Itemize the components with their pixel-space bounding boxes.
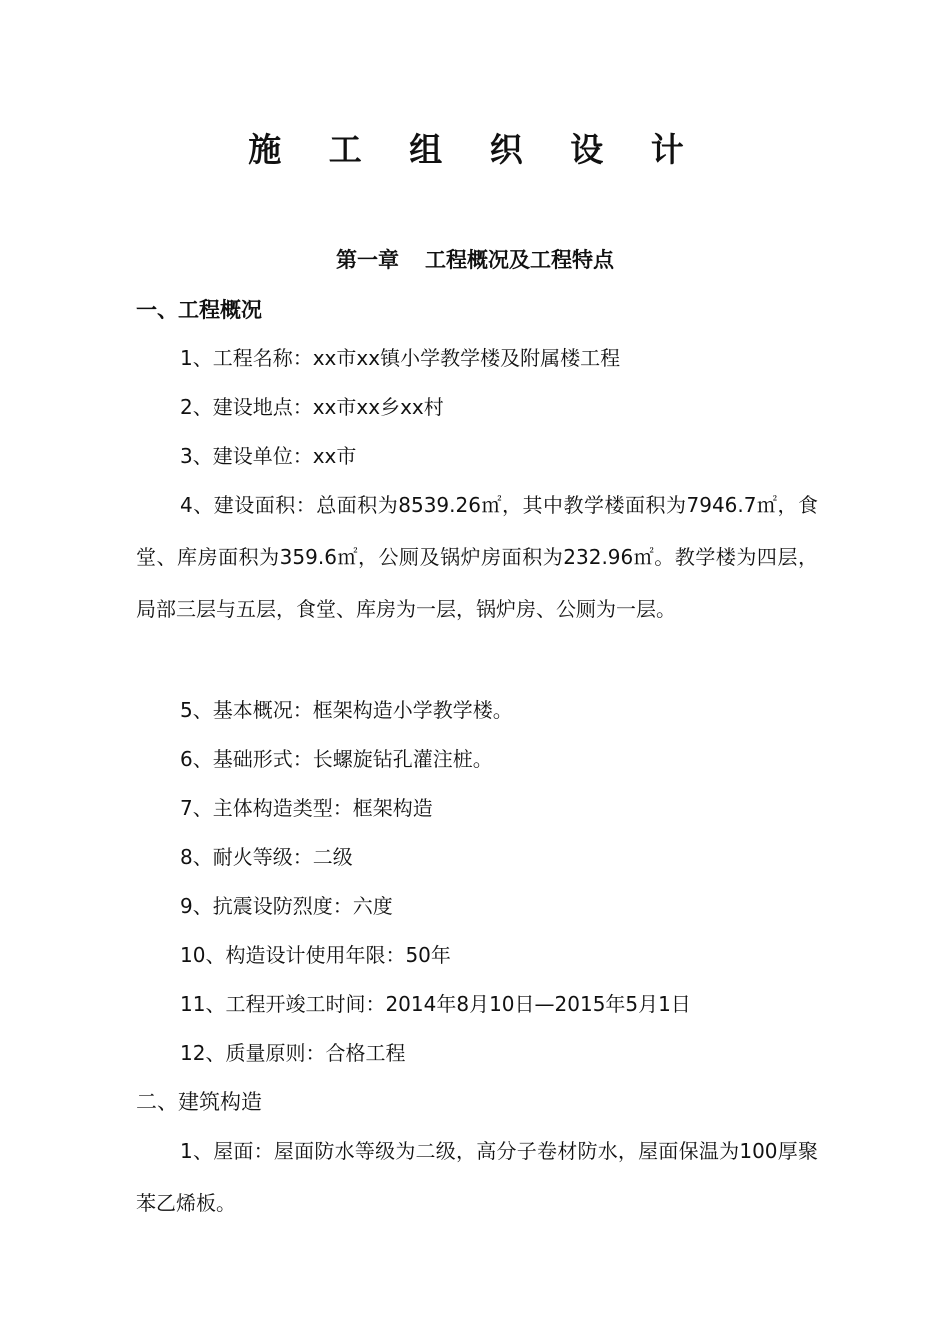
chapter-number: 第一章 [336, 248, 399, 272]
overview-item-4-paragraph [136, 479, 818, 635]
overview-item-8: 8、耐火等级：二级 [180, 845, 353, 869]
document-title: 施 工 组 织 设 计 [248, 130, 702, 169]
overview-item-11: 11、工程开竣工时间：2014年8月10日—2015年5月1日 [180, 992, 691, 1016]
overview-item-5: 5、基本概况：框架构造小学教学楼。 [180, 698, 513, 722]
overview-item-1: 1、工程名称：xx市xx镇小学教学楼及附属楼工程 [180, 346, 621, 370]
chapter-title: 工程概况及工程特点 [425, 248, 614, 272]
section-heading-architecture: 二、建筑构造 [136, 1090, 262, 1114]
section-heading-overview: 一、工程概况 [136, 298, 262, 322]
architecture-item-1: 1、屋面：屋面防水等级为二级，高分子卷材防水，屋面保温为100厚聚苯乙烯板。 [136, 1139, 818, 1215]
overview-item-7: 7、主体构造类型：框架构造 [180, 796, 433, 820]
chapter-heading [0, 243, 950, 277]
overview-item-2: 2、建设地点：xx市xx乡xx村 [180, 395, 444, 419]
architecture-item-1-paragraph [136, 1125, 818, 1229]
overview-item-10: 10、构造设计使用年限：50年 [180, 943, 451, 967]
overview-item-12: 12、质量原则：合格工程 [180, 1041, 406, 1065]
overview-item-6: 6、基础形式：长螺旋钻孔灌注桩。 [180, 747, 493, 771]
overview-item-4: 4、建设面积：总面积为8539.26㎡，其中教学楼面积为7946.7㎡，食堂、库房面积为359.6㎡，公厕及锅炉房面积为232.96㎡。教学楼为四层，局部三层与五层，食堂、库房为一层，锅炉房、公厕为一层。 [136, 493, 818, 621]
overview-item-9: 9、抗震设防烈度：六度 [180, 894, 393, 918]
overview-item-3: 3、建设单位：xx市 [180, 444, 357, 468]
